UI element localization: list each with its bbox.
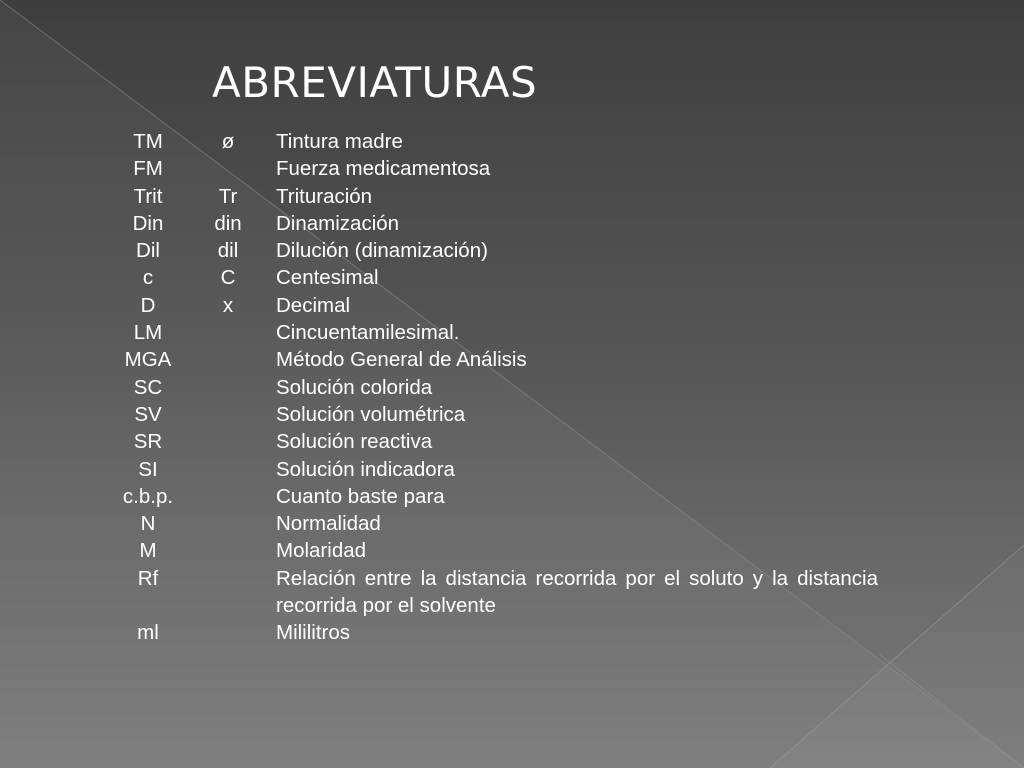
abbreviation-cell: N: [140, 512, 156, 536]
table-row: [112, 237, 878, 264]
table-row: [112, 537, 878, 564]
table-row: [112, 483, 878, 510]
definition-cell: Normalidad: [276, 512, 381, 536]
symbol-cell: [184, 619, 272, 646]
definition-cell: Solución volumétrica: [276, 402, 466, 426]
definition-cell: Dilución (dinamización): [276, 239, 488, 263]
symbol-cell: [184, 483, 272, 510]
definition-cell: Relación entre la distancia recorrida por el soluto y la distancia recorrida por el solvente: [276, 566, 878, 618]
symbol-cell: x: [222, 293, 234, 317]
abbreviation-cell: c: [142, 266, 154, 290]
definition-cell: Mililitros: [276, 621, 351, 645]
definition-cell: Método General de Análisis: [276, 348, 527, 372]
abbreviation-cell: ml: [137, 621, 159, 645]
abbreviation-cell: Rf: [137, 566, 159, 590]
symbol-cell: [184, 401, 272, 428]
definition-cell: Dinamización: [276, 211, 400, 235]
abbreviation-cell: c.b.p.: [122, 484, 174, 508]
symbol-cell: Tr: [218, 184, 238, 208]
abbreviation-cell: FM: [133, 157, 163, 181]
table-row: [112, 128, 878, 155]
abbreviation-cell: LM: [133, 321, 163, 345]
definition-cell: Centesimal: [276, 266, 379, 290]
symbol-cell: C: [220, 266, 236, 290]
abbreviation-cell: Trit: [133, 184, 163, 208]
symbol-cell: [184, 537, 272, 564]
abbreviation-cell: SC: [133, 375, 163, 399]
definition-cell: Solución indicadora: [276, 457, 455, 481]
definition-cell: Cuanto baste para: [276, 484, 445, 508]
symbol-cell: [184, 155, 272, 182]
symbol-cell: [184, 565, 272, 620]
definition-cell: Solución reactiva: [276, 430, 433, 454]
abbreviation-cell: Din: [132, 211, 164, 235]
abbreviation-cell: M: [139, 539, 157, 563]
abbreviation-cell: D: [140, 293, 156, 317]
abbreviation-cell: TM: [133, 130, 163, 153]
symbol-cell: dil: [217, 239, 239, 263]
abbreviation-cell: SR: [133, 430, 163, 454]
symbol-cell: [184, 428, 272, 455]
table-row: [112, 428, 878, 455]
abbreviation-cell: MGA: [124, 348, 172, 372]
table-row: [112, 456, 878, 483]
table-row: [112, 619, 878, 646]
definition-cell: Tintura madre: [276, 130, 403, 153]
table-row: [112, 374, 878, 401]
table-row: [112, 565, 878, 620]
table-row: [112, 510, 878, 537]
slide-title: ABREVIATURAS: [212, 58, 538, 107]
table-row: [112, 264, 878, 291]
table-row: [112, 183, 878, 210]
abbreviation-cell: SV: [134, 402, 162, 426]
symbol-cell: din: [214, 211, 242, 235]
symbol-cell: [184, 510, 272, 537]
abbreviation-cell: SI: [138, 457, 158, 481]
symbol-cell: [184, 456, 272, 483]
symbol-cell: [184, 319, 272, 346]
definition-cell: Cincuentamilesimal.: [276, 321, 460, 345]
abbreviation-cell: Dil: [136, 239, 160, 263]
table-row: [112, 155, 878, 182]
symbol-cell: [184, 374, 272, 401]
definition-cell: Trituración: [276, 184, 373, 208]
table-row: [112, 346, 878, 373]
definition-cell: Solución colorida: [276, 375, 433, 399]
table-row: [112, 401, 878, 428]
abbreviations-table: [112, 128, 878, 647]
definition-cell: Molaridad: [276, 539, 367, 563]
definition-cell: Fuerza medicamentosa: [276, 157, 491, 181]
table-row: [112, 210, 878, 237]
table-row: [112, 292, 878, 319]
definition-cell: Decimal: [276, 293, 351, 317]
symbol-cell: [184, 346, 272, 373]
symbol-cell: ø: [221, 130, 235, 153]
table-row: [112, 319, 878, 346]
